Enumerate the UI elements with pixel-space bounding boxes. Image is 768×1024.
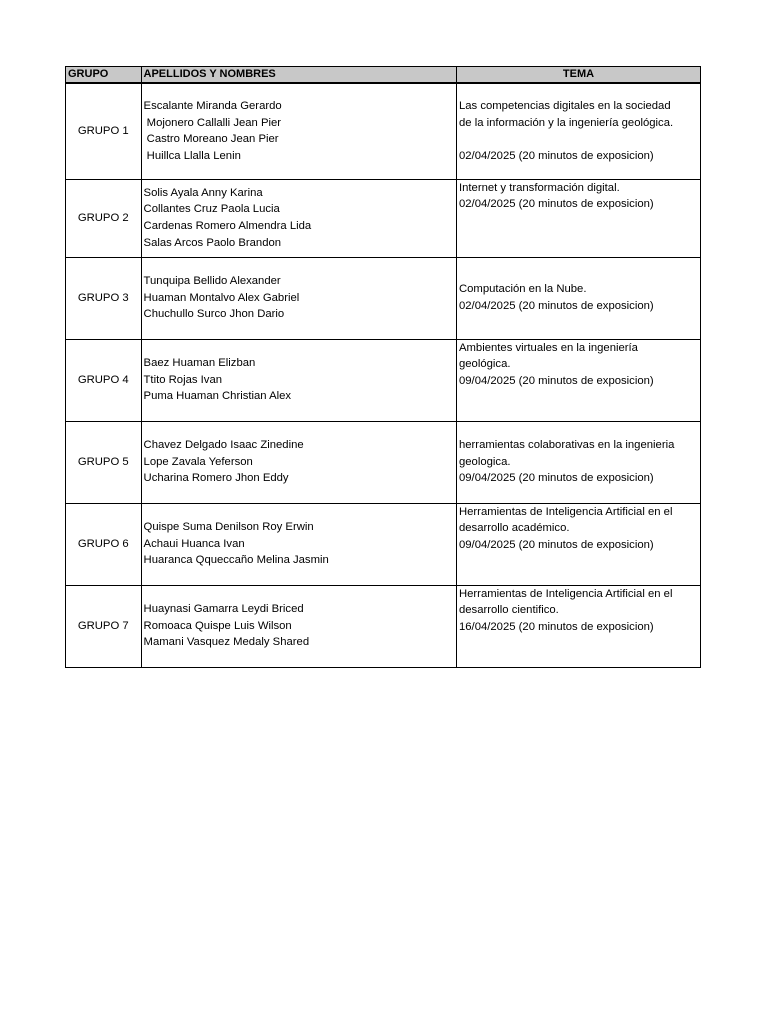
topic-line: Herramientas de Inteligencia Artificial en el [458, 505, 673, 518]
topic-cell [456, 83, 700, 179]
members-cell [141, 83, 456, 179]
topic-line: geologica. [458, 455, 511, 468]
members-cell [141, 585, 456, 667]
table-row [66, 257, 701, 339]
topic-cell [456, 421, 700, 503]
group-cell: GRUPO 3 [66, 257, 142, 339]
members-cell [141, 179, 456, 257]
topic-line: Las competencias digitales en la sociedad [458, 99, 671, 112]
member-name: Salas Arcos Paolo Brandon [143, 236, 282, 249]
table-row [66, 585, 701, 667]
member-name: Solis Ayala Anny Karina [143, 186, 263, 199]
topic-spacer [459, 131, 698, 148]
header-topic: TEMA [456, 67, 700, 84]
group-cell: GRUPO 4 [66, 339, 142, 421]
table-row [66, 339, 701, 421]
member-name: Ttito Rojas Ivan [143, 373, 223, 386]
members-cell [141, 257, 456, 339]
header-names: APELLIDOS Y NOMBRES [141, 67, 456, 84]
topic-line: 02/04/2025 (20 minutos de exposicion) [458, 198, 654, 211]
member-name: Chavez Delgado Isaac Zinedine [143, 438, 304, 451]
topic-line: Herramientas de Inteligencia Artificial en el [458, 587, 673, 600]
topic-line: 09/04/2025 (20 minutos de exposicion) [458, 374, 654, 387]
group-cell: GRUPO 6 [66, 503, 142, 585]
table-body [66, 83, 701, 667]
member-name: Lope Zavala Yeferson [143, 455, 253, 468]
group-cell: GRUPO 5 [66, 421, 142, 503]
table-row [66, 83, 701, 179]
topic-line: 02/04/2025 (20 minutos de exposicion) [458, 300, 654, 312]
table-row [66, 503, 701, 585]
members-cell [141, 339, 456, 421]
member-name: Escalante Miranda Gerardo [143, 99, 282, 112]
member-name: Huaynasi Gamarra Leydi Briced [143, 602, 304, 615]
topic-line: 16/04/2025 (20 minutos de exposicion) [458, 620, 654, 633]
topic-line: 09/04/2025 (20 minutos de exposicion) [458, 538, 654, 551]
topic-line: de la información y la ingeniería geológica. [458, 116, 674, 129]
member-name: Quispe Suma Denilson Roy Erwin [143, 520, 314, 533]
table-header [66, 67, 701, 84]
member-name: Cardenas Romero Almendra Lida [143, 220, 312, 232]
members-cell [141, 503, 456, 585]
header-row [66, 67, 701, 84]
group-cell: GRUPO 1 [66, 83, 142, 179]
member-name: Baez Huaman Elizban [143, 356, 256, 369]
topic-cell [456, 503, 700, 585]
member-name: Huaman Montalvo Alex Gabriel [143, 291, 300, 304]
topic-line: herramientas colaborativas en la ingenieria [458, 438, 675, 451]
members-cell [141, 421, 456, 503]
member-name: Huillca Llalla Lenin [143, 149, 241, 162]
topic-line: desarrollo académico. [458, 522, 570, 535]
topic-line: Ambientes virtuales en la ingeniería [458, 341, 638, 354]
topic-line: 09/04/2025 (20 minutos de exposicion) [458, 472, 654, 485]
topic-line: Internet y transformación digital. [458, 181, 620, 194]
groups-table [65, 66, 701, 668]
member-name: Collantes Cruz Paola Lucia [143, 203, 280, 216]
header-group: GRUPO [66, 67, 142, 84]
member-name: Puma Huaman Christian Alex [143, 390, 292, 403]
member-name: Achaui Huanca Ivan [143, 537, 245, 550]
topic-line: 02/04/2025 (20 minutos de exposicion) [458, 149, 654, 162]
topic-cell [456, 257, 700, 339]
topic-line: Computación en la Nube. [458, 283, 587, 296]
topic-line: geológica. [458, 358, 511, 371]
member-name: Mamani Vasquez Medaly Shared [143, 636, 310, 649]
topic-cell [456, 179, 700, 257]
group-cell: GRUPO 2 [66, 179, 142, 257]
member-name: Romoaca Quispe Luis Wilson [143, 619, 292, 632]
member-name: Mojonero Callalli Jean Pier [143, 116, 282, 129]
table-row [66, 179, 701, 257]
member-name: Huaranca Qqueccaño Melina Jasmin [143, 554, 329, 567]
member-name: Ucharina Romero Jhon Eddy [143, 472, 289, 485]
topic-line: desarrollo cientifico. [458, 604, 559, 617]
group-cell: GRUPO 7 [66, 585, 142, 667]
topic-cell [456, 585, 700, 667]
topic-cell [456, 339, 700, 421]
member-name: Chuchullo Surco Jhon Dario [143, 308, 285, 321]
member-name: Tunquipa Bellido Alexander [143, 274, 281, 287]
table-row [66, 421, 701, 503]
member-name: Castro Moreano Jean Pier [143, 133, 279, 146]
